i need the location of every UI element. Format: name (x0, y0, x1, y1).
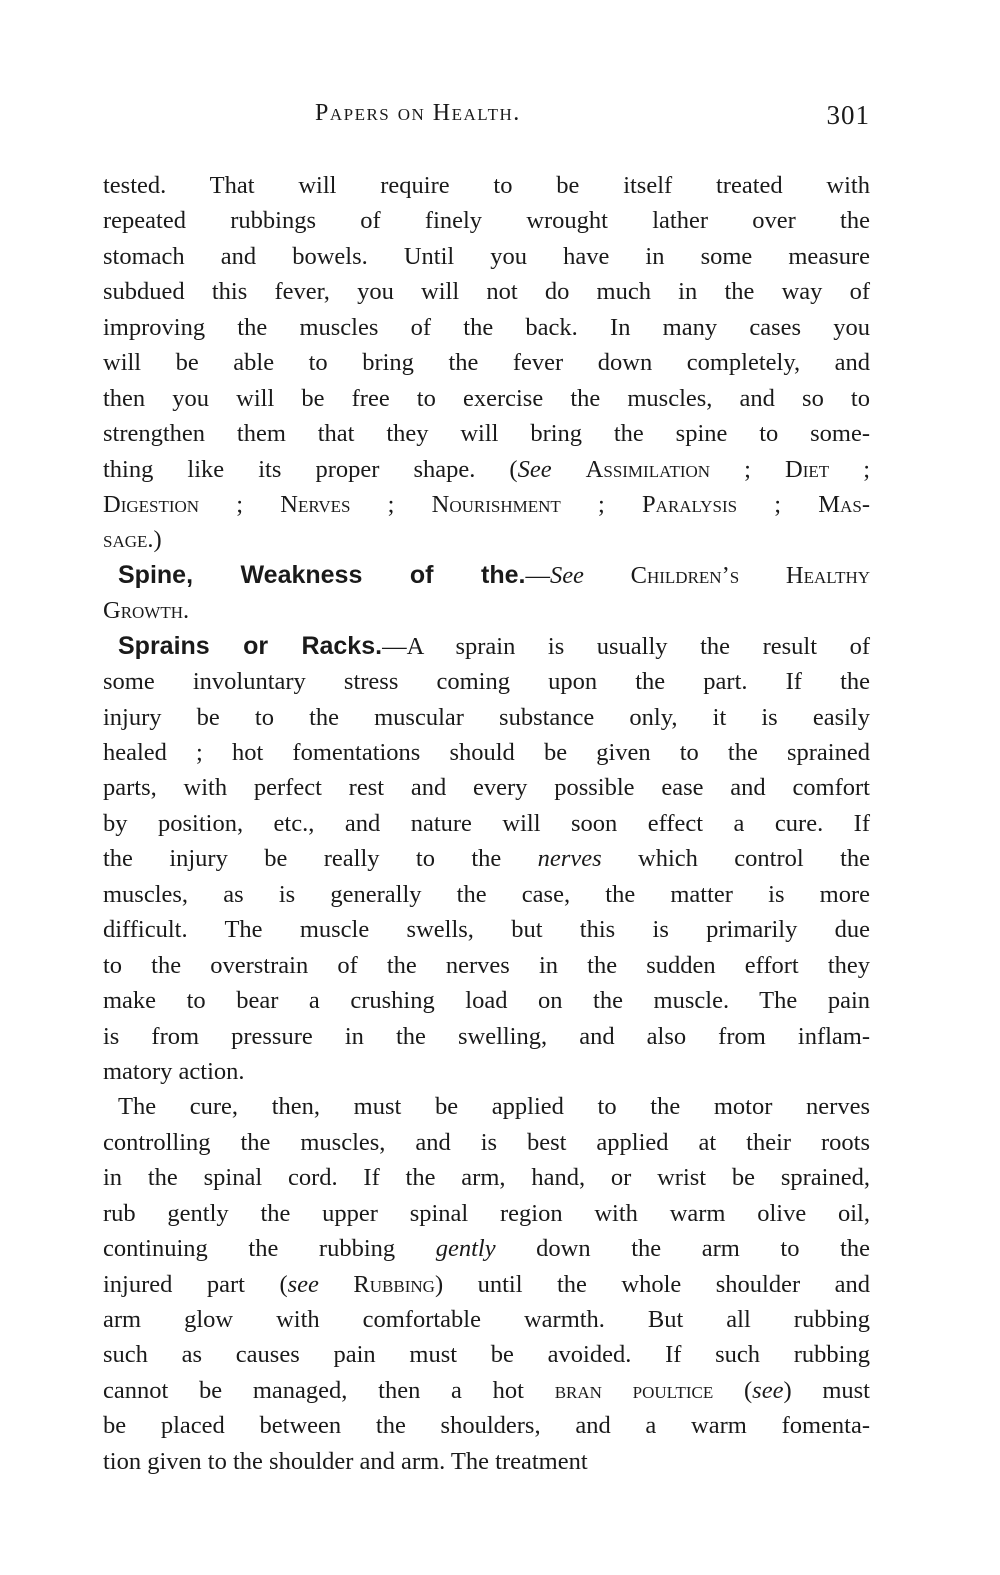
running-title: Papers on Health. (315, 100, 521, 126)
text-line (103, 1373, 870, 1408)
text-segment: stomach and bowels. Until you have in some measure (103, 242, 870, 270)
text-segment: subdued this fever, you will not do much in the way of (103, 278, 870, 306)
text-segment: then you will be free to exercise the muscles, and so to (103, 384, 870, 412)
italic-text: see (287, 1270, 319, 1298)
text-segment: down the arm to the (495, 1235, 870, 1263)
text-segment: The cure, then, must be applied to the motor nerves (118, 1093, 870, 1121)
text-line (103, 345, 870, 380)
text-segment: injury be to the muscular substance only, it is easily (103, 703, 870, 731)
text-segment: arm glow with comfortable warmth. But all rubbing (103, 1306, 870, 1333)
text-line (103, 664, 870, 699)
entry-heading: Spine, Weakness of the. (118, 560, 526, 589)
text-segment: by position, etc., and nature will soon effect a cure. If (103, 809, 870, 837)
text-line (103, 1267, 870, 1302)
entry-heading: Sprains or Racks. (118, 631, 383, 660)
text-line (103, 1019, 870, 1054)
paragraph (103, 168, 870, 558)
text-segment: ) (153, 526, 162, 554)
text-line (103, 168, 870, 203)
text-segment: improving the muscles of the back. In many cases you (103, 313, 870, 341)
text-line (103, 948, 870, 983)
text-line (103, 806, 870, 841)
text-segment: cannot be managed, then a hot (103, 1376, 555, 1404)
text-segment: continuing the rubbing (103, 1235, 436, 1263)
cross-reference: sage. (103, 526, 154, 554)
text-line (103, 983, 870, 1018)
text-segment (552, 456, 586, 483)
text-segment: strengthen them that they will bring the spine to some- (103, 420, 870, 448)
text-segment: parts, with perfect rest and every possible ease and comfort (103, 774, 870, 802)
text-segment: is from pressure in the swelling, and also from inflam- (103, 1022, 870, 1050)
paragraph (103, 558, 870, 629)
text-line (103, 629, 870, 664)
text-line (103, 735, 870, 770)
text-line (103, 593, 870, 628)
text-segment: in the spinal cord. If the arm, hand, or wrist be sprained, (103, 1164, 870, 1192)
text-line (103, 1444, 870, 1479)
italic-text: nerves (537, 845, 602, 873)
text-line (103, 1089, 870, 1124)
text-segment: — (525, 561, 550, 589)
cross-reference: Growth. (103, 597, 190, 625)
text-segment: muscles, as is generally the case, the matter is more (103, 880, 870, 908)
page-header (103, 100, 870, 136)
cross-reference: Rubbing (353, 1270, 435, 1298)
text-line (103, 416, 870, 451)
text-line (103, 700, 870, 735)
text-line (103, 522, 870, 557)
text-line (103, 310, 870, 345)
italic-text: See (549, 561, 584, 589)
text-segment: the injury be really to the (103, 845, 538, 873)
text-line (103, 1196, 870, 1231)
text-line (103, 1160, 870, 1195)
cross-reference: Assimilation ; Diet ; (585, 455, 871, 483)
text-segment: matory action. (103, 1057, 245, 1085)
text-line (103, 1054, 870, 1089)
text-line (103, 239, 870, 274)
text-segment: ) until the whole shoulder and (434, 1270, 871, 1298)
text-segment: rub gently the upper spinal region with warm olive oil, (103, 1199, 870, 1227)
text-line (103, 877, 870, 912)
italic-text: gently (435, 1235, 496, 1263)
text-line (103, 274, 870, 309)
page-number: 301 (826, 100, 870, 130)
text-line (103, 1125, 870, 1160)
text-segment: repeated rubbings of finely wrought lather over the (103, 207, 870, 235)
text-line (103, 770, 870, 805)
paragraph (103, 629, 870, 1090)
text-segment: make to bear a crushing load on the muscle. The pain (103, 987, 870, 1015)
text-segment: tion given to the shoulder and arm. The treatment (103, 1447, 588, 1475)
text-line (103, 1337, 870, 1372)
text-line (103, 487, 870, 522)
text-segment: —A sprain is usually the result of (382, 632, 870, 660)
text-segment: to the overstrain of the nerves in the sudden effort they (103, 951, 870, 979)
text-segment: thing like its proper shape. ( (103, 455, 518, 483)
cross-reference: bran poultice (554, 1376, 714, 1404)
text-segment: ( (713, 1376, 753, 1404)
text-line (103, 912, 870, 947)
cross-reference: Digestion ; Nerves ; Nourishment ; Paralysis ; Mas- (103, 490, 870, 518)
text-segment: such as causes pain must be avoided. If such rubbing (103, 1341, 870, 1369)
italic-text: See (517, 455, 552, 483)
paragraph (103, 1089, 870, 1479)
text-line (103, 1231, 870, 1266)
text-line (103, 381, 870, 416)
text-segment: tested. That will require to be itself treated with (103, 172, 870, 199)
cross-reference: Children’s Healthy (630, 561, 871, 589)
text-segment: injured part ( (103, 1270, 288, 1298)
text-segment: difficult. The muscle swells, but this is primarily due (103, 916, 870, 944)
text-segment (584, 562, 631, 589)
text-segment: ) must (783, 1376, 870, 1404)
text-segment: controlling the muscles, and is best applied at their roots (103, 1128, 870, 1156)
text-line (103, 1302, 870, 1337)
italic-text: see (752, 1376, 784, 1404)
text-segment: will be able to bring the fever down completely, and (103, 349, 870, 377)
text-segment: healed ; hot fomentations should be given to the sprained (103, 739, 870, 766)
page-body (103, 168, 870, 1479)
text-line (103, 558, 870, 593)
text-segment: some involuntary stress coming upon the part. If the (103, 668, 870, 696)
text-line (103, 1408, 870, 1443)
text-segment: be placed between the shoulders, and a warm fomenta- (103, 1412, 870, 1440)
text-segment (319, 1271, 354, 1298)
text-line (103, 203, 870, 238)
text-line (103, 841, 870, 876)
text-segment: which control the (601, 845, 870, 873)
text-line (103, 452, 870, 487)
